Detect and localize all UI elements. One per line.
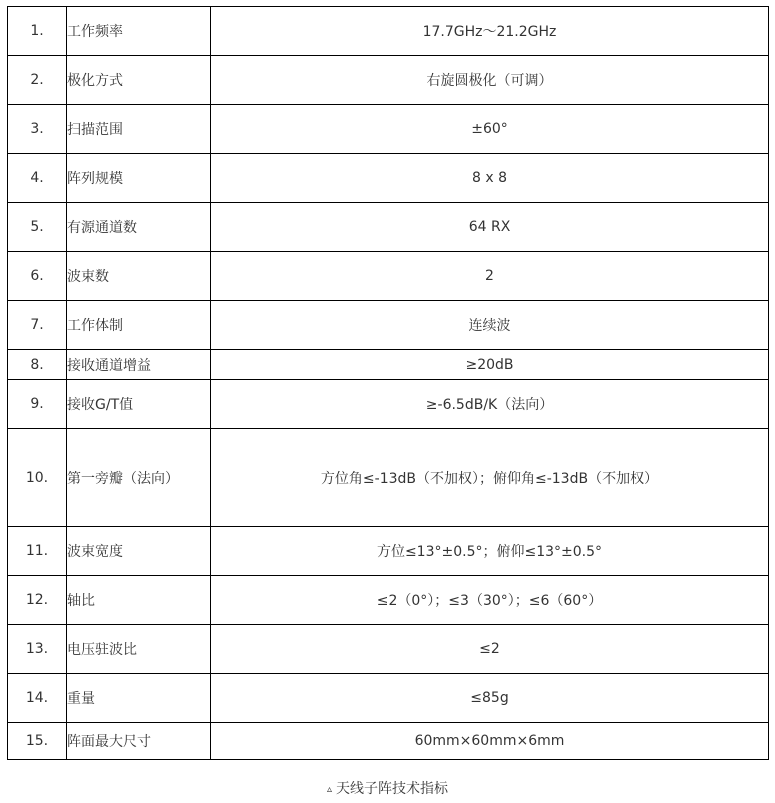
- parameter-name: 有源通道数: [67, 203, 211, 252]
- parameter-name: 阵列规模: [67, 154, 211, 203]
- parameter-value: ≤2: [211, 625, 769, 674]
- parameter-value: ≥20dB: [211, 350, 769, 380]
- row-number: 6.: [8, 252, 67, 301]
- parameter-value: ≥-6.5dB/K（法向）: [211, 380, 769, 429]
- table-row: [8, 105, 769, 154]
- table-row: [8, 154, 769, 203]
- table-row: [8, 674, 769, 723]
- row-number: 3.: [8, 105, 67, 154]
- row-number: 9.: [8, 380, 67, 429]
- spec-table: [7, 6, 769, 760]
- row-number: 7.: [8, 301, 67, 350]
- row-number: 2.: [8, 56, 67, 105]
- row-number: 8.: [8, 350, 67, 380]
- parameter-value: 连续波: [211, 301, 769, 350]
- row-number: 10.: [8, 429, 67, 527]
- table-row: [8, 625, 769, 674]
- parameter-name: 工作体制: [67, 301, 211, 350]
- table-caption: [0, 778, 775, 798]
- table-row: [8, 723, 769, 760]
- table-row: [8, 527, 769, 576]
- table-row: [8, 429, 769, 527]
- parameter-name: 电压驻波比: [67, 625, 211, 674]
- table-row: [8, 576, 769, 625]
- table-row: [8, 56, 769, 105]
- parameter-value: ≤2（0°）；≤3（30°）；≤6（60°）: [211, 576, 769, 625]
- parameter-value: 方位≤13°±0.5°；俯仰≤13°±0.5°: [211, 527, 769, 576]
- row-number: 4.: [8, 154, 67, 203]
- table-row: [8, 252, 769, 301]
- table-row: [8, 7, 769, 56]
- triangle-icon: ▵: [326, 784, 333, 795]
- table-row: [8, 203, 769, 252]
- row-number: 11.: [8, 527, 67, 576]
- table-row: [8, 380, 769, 429]
- parameter-value: ≤85g: [211, 674, 769, 723]
- parameter-value: 60mm×60mm×6mm: [211, 723, 769, 760]
- parameter-name: 接收G/T值: [67, 380, 211, 429]
- parameter-value: 右旋圆极化（可调）: [211, 56, 769, 105]
- parameter-value: 64 RX: [211, 203, 769, 252]
- parameter-name: 第一旁瓣（法向）: [67, 429, 211, 527]
- table-row: [8, 301, 769, 350]
- parameter-name: 极化方式: [67, 56, 211, 105]
- parameter-name: 阵面最大尺寸: [67, 723, 211, 760]
- parameter-name: 扫描范围: [67, 105, 211, 154]
- parameter-name: 接收通道增益: [67, 350, 211, 380]
- parameter-value: 8 x 8: [211, 154, 769, 203]
- parameter-value: ±60°: [211, 105, 769, 154]
- parameter-name: 波束数: [67, 252, 211, 301]
- parameter-value: 2: [211, 252, 769, 301]
- caption-text: 天线子阵技术指标: [336, 781, 449, 797]
- parameter-name: 波束宽度: [67, 527, 211, 576]
- table-row: [8, 350, 769, 380]
- parameter-name: 重量: [67, 674, 211, 723]
- parameter-value: 17.7GHz～21.2GHz: [211, 7, 769, 56]
- row-number: 13.: [8, 625, 67, 674]
- row-number: 12.: [8, 576, 67, 625]
- parameter-name: 工作频率: [67, 7, 211, 56]
- row-number: 15.: [8, 723, 67, 760]
- row-number: 1.: [8, 7, 67, 56]
- parameter-value: 方位角≤-13dB（不加权）；俯仰角≤-13dB（不加权）: [211, 429, 769, 527]
- row-number: 5.: [8, 203, 67, 252]
- parameter-name: 轴比: [67, 576, 211, 625]
- row-number: 14.: [8, 674, 67, 723]
